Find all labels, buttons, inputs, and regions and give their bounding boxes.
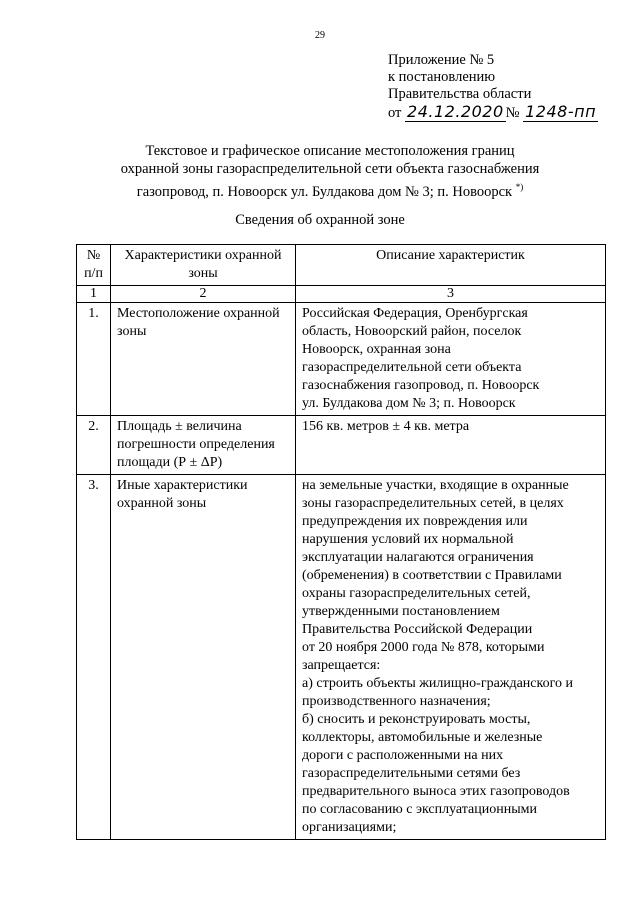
description-line: Правительства Российской Федерации: [302, 622, 533, 637]
column-number: 2: [111, 286, 296, 303]
table-row: [77, 475, 606, 840]
description-line: Российская Федерация, Оренбургская: [302, 306, 528, 321]
header-number: № п/п: [77, 245, 111, 286]
number-label: №: [505, 105, 520, 121]
description-line: охраны газораспределительных сетей,: [302, 586, 531, 601]
appendix-line-2: к постановлению: [388, 69, 496, 85]
row-characteristic: Местоположение охранной зоны: [111, 303, 296, 416]
description-line: газораспределительными сетями без: [302, 766, 521, 781]
description-line: б) сносить и реконструировать мосты,: [302, 712, 531, 727]
description-line: утвержденными постановлением: [302, 604, 500, 619]
description-line: по согласованию с эксплуатационными: [302, 802, 537, 817]
footnote-mark: *): [515, 182, 524, 192]
description-line: Новоорск, охранная зона: [302, 342, 451, 357]
appendix-line-1: Приложение № 5: [388, 52, 495, 68]
appendix-block: [388, 52, 598, 122]
section-subtitle: Сведения об охранной зоне: [235, 212, 405, 228]
title-line-2: охранной зоны газораспределительной сети объекта газоснабжения: [120, 161, 540, 177]
table-row: [77, 416, 606, 475]
handwritten-number: 1248-пп: [525, 102, 597, 121]
description-line: от 20 ноября 2000 года № 878, которыми: [302, 640, 545, 655]
row-description: [296, 416, 606, 475]
description-line: зоны газораспределительных сетей, в целях: [302, 496, 564, 511]
from-label: от: [388, 105, 402, 121]
description-line: производственного назначения;: [302, 694, 491, 709]
table-header-row: [77, 245, 606, 286]
row-characteristic: Площадь ± величина погрешности определения площади (Р ± ΔР): [111, 416, 296, 475]
description-line: а) строить объекты жилищно-гражданского и: [302, 676, 573, 691]
description-line: эксплуатации налагаются ограничения: [302, 550, 534, 565]
column-number-row: [77, 286, 606, 303]
description-line: предварительного выноса этих газопроводов: [302, 784, 570, 799]
description-line: газораспределительной сети объекта: [302, 360, 522, 375]
description-line: предупреждения их повреждения или: [302, 514, 528, 529]
title-line-1: Текстовое и графическое описание местоположения границ: [145, 143, 515, 159]
description-line: 156 кв. метров ± 4 кв. метра: [302, 419, 470, 434]
protection-zone-table: [76, 244, 606, 840]
row-description: [296, 475, 606, 840]
description-line: запрещается:: [302, 658, 381, 673]
description-line: на земельные участки, входящие в охранные: [302, 478, 569, 493]
title-line-3: [60, 178, 600, 201]
header-description: Описание характеристик: [296, 245, 606, 286]
title-line-3-text: газопровод, п. Новоорск ул. Булдакова дом № 3; п. Новоорск: [136, 183, 513, 200]
description-line: область, Новоорский район, поселок: [302, 324, 522, 339]
row-number: 2.: [77, 416, 111, 475]
row-description: [296, 303, 606, 416]
row-number: 1.: [77, 303, 111, 416]
column-number: 3: [296, 286, 606, 303]
page-number: 29: [315, 30, 325, 41]
description-line: организациями;: [302, 820, 397, 835]
row-number: 3.: [77, 475, 111, 840]
description-line: коллекторы, автомобильные и железные: [302, 730, 543, 745]
description-line: дороги с расположенными на них: [302, 748, 504, 763]
row-characteristic: Иные характеристики охранной зоны: [111, 475, 296, 840]
header-characteristics: Характеристики охранной зоны: [111, 245, 296, 286]
document-title: [60, 142, 600, 201]
appendix-date-line: [388, 103, 598, 122]
description-line: газоснабжения газопровод, п. Новоорск: [302, 378, 540, 393]
column-number: 1: [77, 286, 111, 303]
table-row: [77, 303, 606, 416]
handwritten-date: 24.12.2020: [407, 102, 504, 121]
description-line: нарушения условий их нормальной: [302, 532, 514, 547]
description-line: ул. Булдакова дом № 3; п. Новоорск: [302, 396, 516, 411]
appendix-line-3: Правительства области: [388, 86, 532, 102]
description-line: (обременения) в соответствии с Правилами: [302, 568, 562, 583]
